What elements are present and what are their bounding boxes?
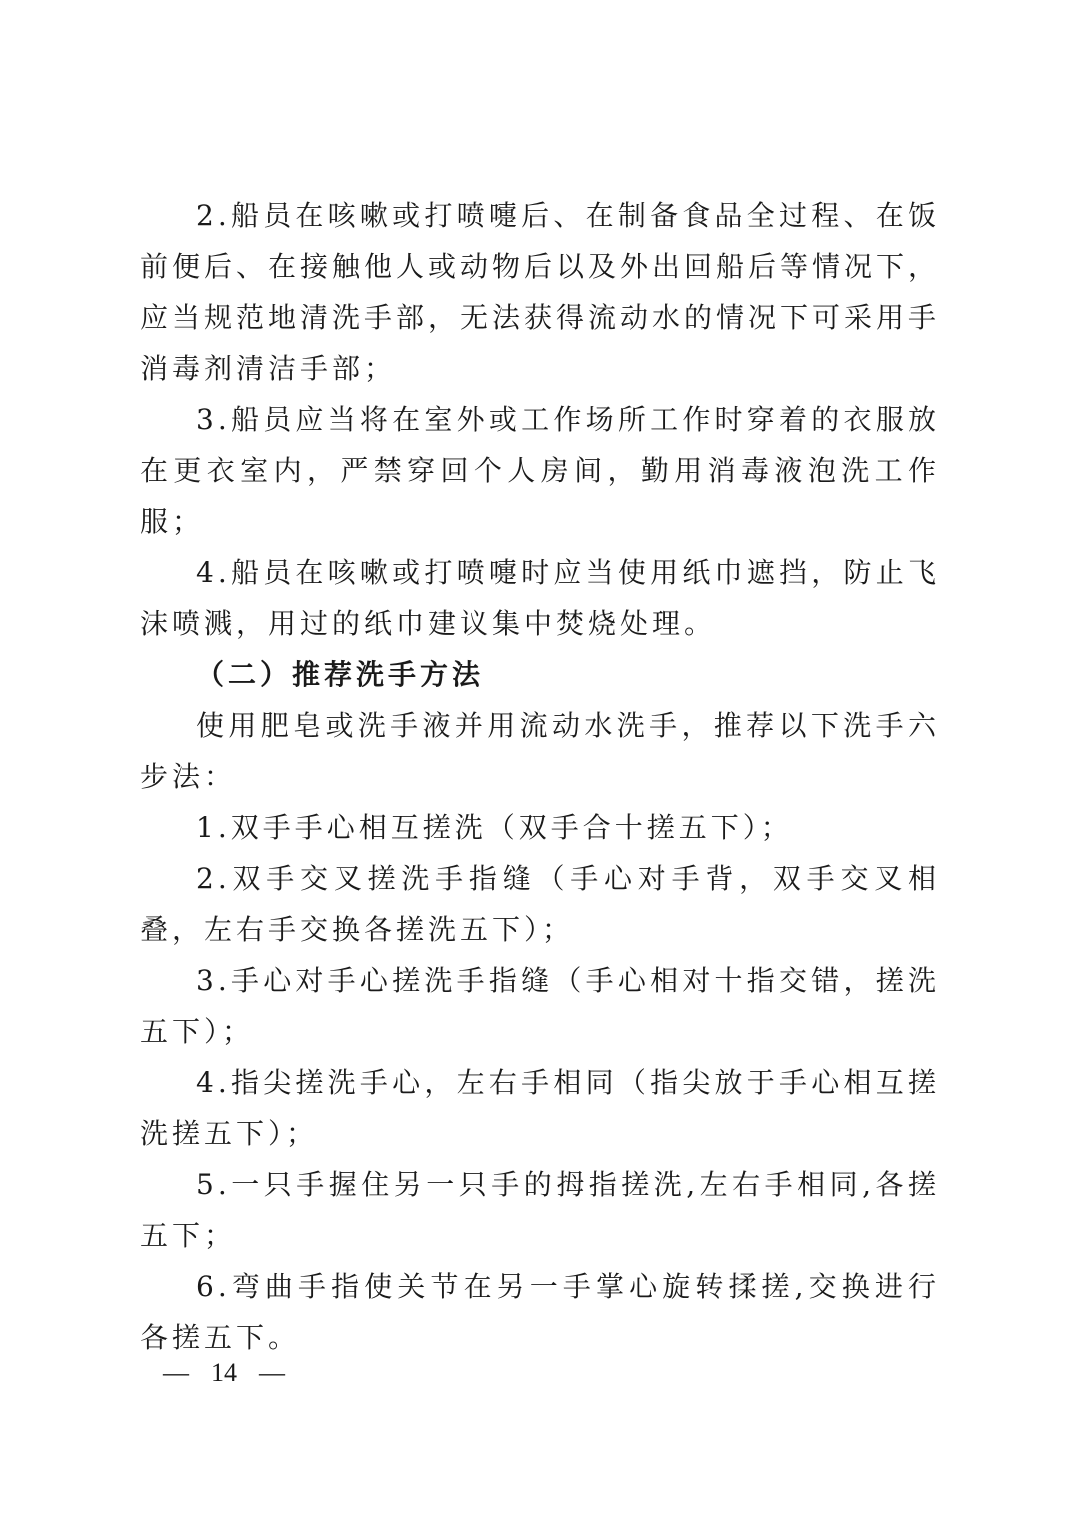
list-item-step-2: 2.双手交叉搓洗手指缝（手心对手背，双手交叉相叠，左右手交换各搓洗五下）； (140, 862, 940, 946)
list-item-step-5: 5.一只手握住另一只手的拇指搓洗,左右手相同,各搓五下； (140, 1168, 940, 1252)
document-body (140, 190, 940, 1363)
page-number: 14 (211, 1358, 237, 1387)
page-footer (163, 1358, 285, 1388)
footer-dash-left: — (163, 1358, 189, 1387)
paragraph-intro: 使用肥皂或洗手液并用流动水洗手，推荐以下洗手六步法： (140, 709, 940, 793)
section-heading: （二）推荐洗手方法 (196, 658, 485, 691)
footer-dash-right: — (259, 1358, 285, 1387)
list-item-step-6: 6.弯曲手指使关节在另一手掌心旋转揉搓,交换进行各搓五下。 (140, 1270, 940, 1354)
list-item-step-4: 4.指尖搓洗手心，左右手相同（指尖放于手心相互搓洗搓五下）； (140, 1066, 940, 1150)
paragraph-handwashing-occasions: 2.船员在咳嗽或打喷嚏后、在制备食品全过程、在饭前便后、在接触他人或动物后以及外出回船后等情况下，应当规范地清洗手部，无法获得流动水的情况下可采用手消毒剂清洁手部； (140, 199, 941, 385)
paragraph-cough-etiquette: 4.船员在咳嗽或打喷嚏时应当使用纸巾遮挡，防止飞沫喷溅，用过的纸巾建议集中焚烧处理。 (140, 556, 940, 640)
list-item-step-3: 3.手心对手心搓洗手指缝（手心相对十指交错，搓洗五下）； (140, 964, 940, 1048)
list-item-step-1: 1.双手手心相互搓洗（双手合十搓五下）； (196, 811, 793, 844)
paragraph-work-clothes: 3.船员应当将在室外或工作场所工作时穿着的衣服放在更衣室内，严禁穿回个人房间，勤用消毒液泡洗工作服； (140, 403, 940, 538)
